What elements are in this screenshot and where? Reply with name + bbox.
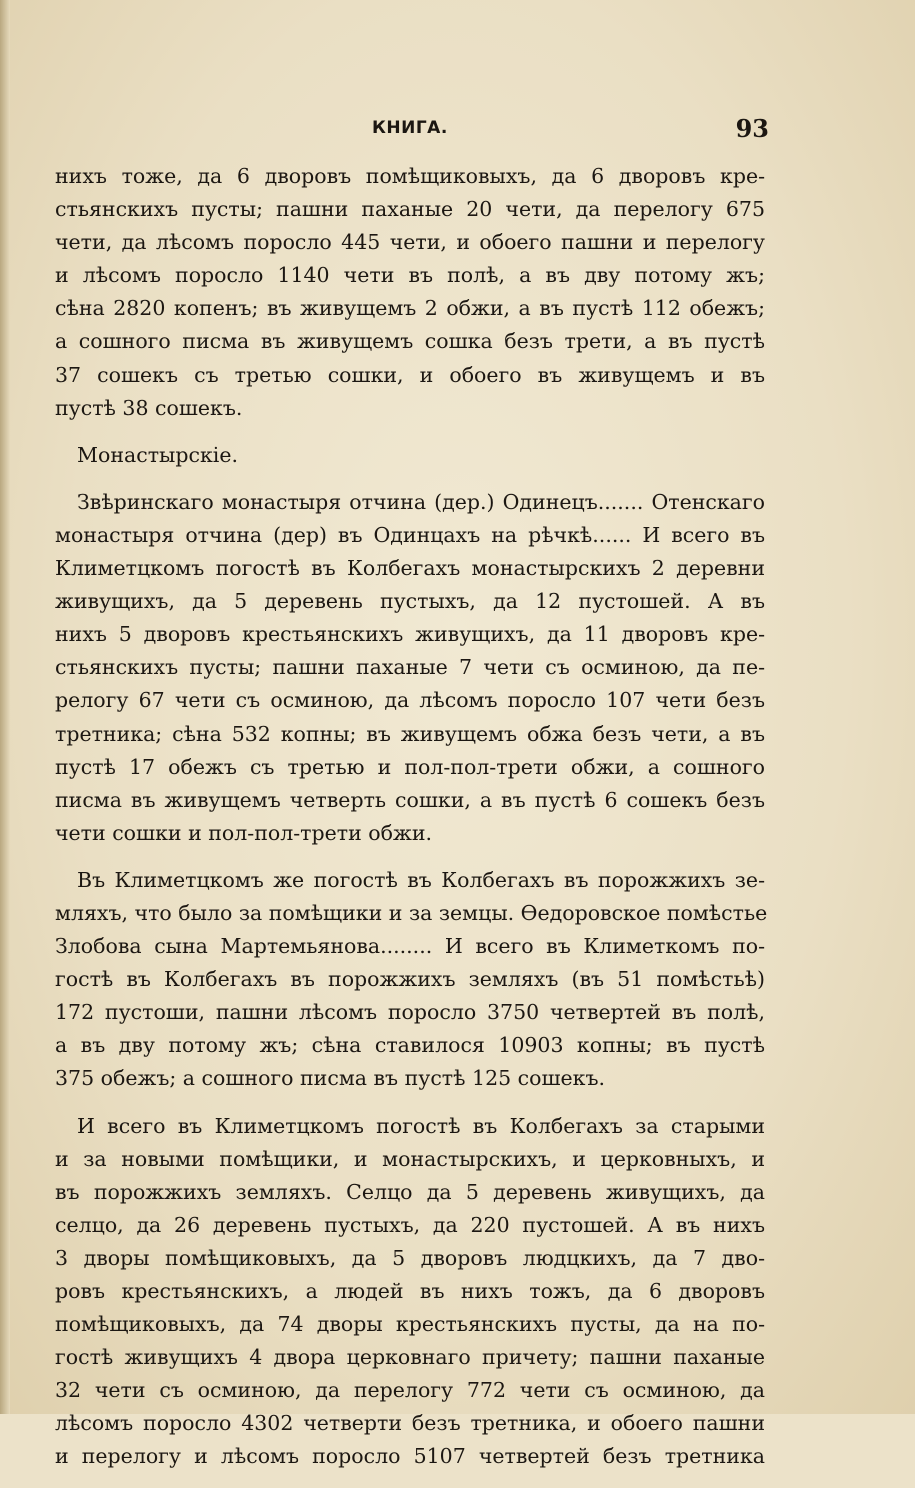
text-line: чети сошки и пол-пол-трети обжи. — [55, 820, 433, 845]
page-number: 93 — [735, 114, 769, 143]
text-line: гостѣ въ Колбегахъ въ порожжихъ земляхъ (въ 51 помѣстьѣ) — [55, 967, 765, 992]
text-line: 32 чети съ осминою, да перелогу 772 чети съ осминою, да — [55, 1378, 765, 1403]
text-line: а въ дву потому жъ; сѣна ставилося 10903 копны; въ пустѣ — [55, 1033, 765, 1058]
text-line: въ порожжихъ земляхъ. Селцо да 5 деревень живущихъ, да — [55, 1179, 765, 1204]
page-edge-shadow — [0, 0, 10, 1414]
paragraph — [55, 1110, 765, 1474]
text-line: чети, да лѣсомъ поросло 445 чети, и обоего пашни и перелогу — [55, 230, 765, 255]
text-line: гостѣ живущихъ 4 двора церковнаго причету; пашни паханые — [55, 1345, 765, 1370]
text-line: Злобова сына Мартемьянова........ И всего въ Климеткомъ по- — [55, 934, 765, 959]
paragraph — [55, 486, 765, 850]
text-line: живущихъ, да 5 деревень пустыхъ, да 12 пустошей. А въ — [55, 589, 765, 614]
text-line: монастыря отчина (дер) въ Одинцахъ на рѣчкѣ...... И всего въ — [55, 522, 765, 547]
section-heading — [55, 439, 765, 472]
text-line: мляхъ, что было за помѣщики и за земцы. Ѳедоровское помѣстье — [55, 900, 768, 925]
text-line: писма въ живущемъ четверть сошки, а въ пустѣ 6 сошекъ безъ — [55, 787, 765, 812]
text-line: пустѣ 17 обежъ съ третью и пол-пол-трети обжи, а сошного — [55, 754, 765, 779]
text-line: помѣщиковыхъ, да 74 дворы крестьянскихъ пусты, да на по- — [55, 1312, 765, 1337]
text-line: и лѣсомъ поросло 1140 чети въ полѣ, а въ дву потому жъ; — [55, 263, 765, 288]
text-line: нихъ тоже, да 6 дворовъ помѣщиковыхъ, да 6 дворовъ кре- — [55, 164, 765, 188]
text-line: а сошного писма въ живущемъ сошка безъ трети, а въ пустѣ — [55, 329, 765, 354]
text-line: и за новыми помѣщики, и монастырскихъ, и церковныхъ, и — [55, 1146, 765, 1171]
running-head: КНИГА. — [372, 118, 448, 138]
text-line: Въ Климетцкомъ же погостѣ въ Колбегахъ въ порожжихъ зе- — [77, 867, 765, 892]
text-line: стьянскихъ пусты; пашни паханые 7 чети съ осминою, да пе- — [55, 655, 765, 680]
text-line: и перелогу и лѣсомъ поросло 5107 четвертей безъ третника — [55, 1444, 765, 1469]
text-line: 172 пустоши, пашни лѣсомъ поросло 3750 четвертей въ полѣ, — [55, 1000, 765, 1025]
text-line: 37 сошекъ съ третью сошки, и обоего въ живущемъ и въ — [55, 362, 765, 387]
text-line: пустѣ 38 сошекъ. — [55, 395, 243, 420]
section-heading-text: Монастырскіе. — [77, 442, 238, 467]
text-line: Звѣринскаго монастыря отчина (дер.) Одинецъ....... Отенскаго — [77, 489, 765, 514]
paragraph — [55, 864, 768, 1096]
paragraph — [55, 160, 765, 425]
text-line: третника; сѣна 532 копны; въ живущемъ обжа безъ чети, а въ — [55, 721, 765, 746]
text-line: селцо, да 26 деревень пустыхъ, да 220 пустошей. А въ нихъ — [55, 1212, 765, 1237]
page-header — [372, 112, 769, 152]
text-line: нихъ 5 дворовъ крестьянскихъ живущихъ, да 11 дворовъ кре- — [55, 622, 765, 647]
text-line: И всего въ Климетцкомъ погостѣ въ Колбегахъ за старыми — [77, 1113, 765, 1138]
text-line: Климетцкомъ погостѣ въ Колбегахъ монастырскихъ 2 деревни — [55, 556, 765, 581]
text-line: сѣна 2820 копенъ; въ живущемъ 2 обжи, а въ пустѣ 112 обежъ; — [55, 296, 765, 321]
body-text — [55, 160, 768, 1488]
text-line: релогу 67 чети съ осминою, да лѣсомъ поросло 107 чети безъ — [55, 688, 765, 713]
text-line: 3 дворы помѣщиковыхъ, да 5 дворовъ людцкихъ, да 7 дво- — [55, 1245, 765, 1270]
text-line: ровъ крестьянскихъ, а людей въ нихъ тожъ, да 6 дворовъ — [55, 1279, 765, 1303]
text-line: стьянскихъ пусты; пашни паханые 20 чети, да перелогу 675 — [55, 197, 765, 222]
text-line: 375 обежъ; а сошного писма въ пустѣ 125 сошекъ. — [55, 1066, 606, 1091]
text-line: лѣсомъ поросло 4302 четверти безъ третника, и обоего пашни — [55, 1411, 765, 1436]
